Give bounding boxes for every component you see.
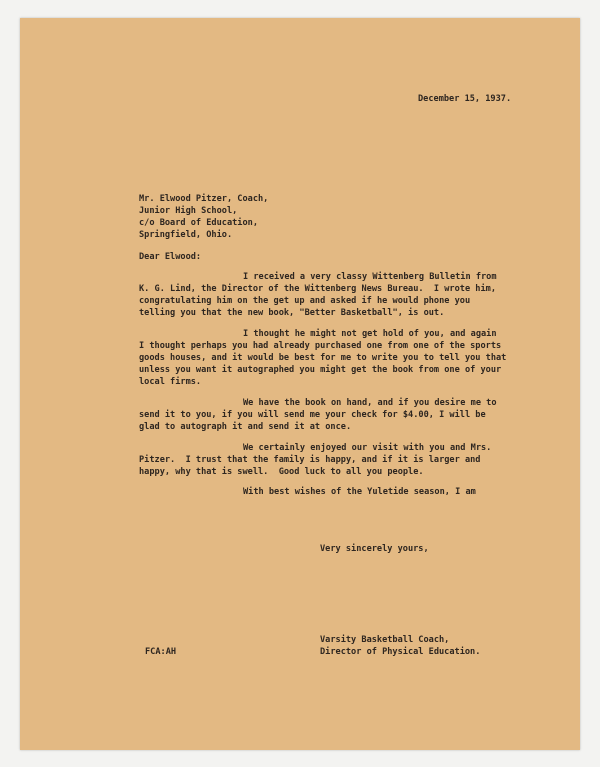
complimentary-closing: Very sincerely yours, [320,544,429,554]
paragraph-4-line-1: We certainly enjoyed our visit with you and Mrs. [243,443,492,453]
address-line-2: Junior High School, [139,206,238,216]
paragraph-1-line-3: congratulating him on the get up and asked if he would phone you [139,296,471,306]
paragraph-2-line-3: goods houses, and it would be best for me to write you to tell you that [139,353,507,363]
paragraph-1-line-4: telling you that the new book, "Better Basketball", is out. [139,308,445,318]
letter-date: December 15, 1937. [418,94,512,104]
paragraph-2-line-1: I thought he might not get hold of you, and again [243,329,497,339]
paragraph-3-line-2: send it to you, if you will send me your check for $4.00, I will be [139,410,486,420]
signature-line-1: Varsity Basketball Coach, [320,635,450,645]
address-line-1: Mr. Elwood Pitzer, Coach, [139,194,269,204]
paragraph-4-line-2: Pitzer. I trust that the family is happy, and if it is larger and [139,455,481,465]
paragraph-1-line-1: I received a very classy Wittenberg Bulletin from [243,272,497,282]
signature-line-2: Director of Physical Education. [320,647,481,657]
letter-paper [20,18,580,750]
reference-initials: FCA:AH [145,647,177,657]
salutation: Dear Elwood: [139,252,202,262]
paragraph-4-line-3: happy, why that is swell. Good luck to all you people. [139,467,424,477]
paragraph-3-line-3: glad to autograph it and send it at once. [139,422,352,432]
address-line-3: c/o Board of Education, [139,218,258,228]
paragraph-3-line-1: We have the book on hand, and if you desire me to [243,398,497,408]
paragraph-2-line-5: local firms. [139,377,202,387]
paragraph-2-line-2: I thought perhaps you had already purchased one from one of the sports [139,341,502,351]
paragraph-5-line-1: With best wishes of the Yuletide season, I am [243,487,476,497]
address-line-4: Springfield, Ohio. [139,230,233,240]
paragraph-1-line-2: K. G. Lind, the Director of the Wittenberg News Bureau. I wrote him, [139,284,496,294]
paragraph-2-line-4: unless you want it autographed you might get the book from one of your [139,365,502,375]
